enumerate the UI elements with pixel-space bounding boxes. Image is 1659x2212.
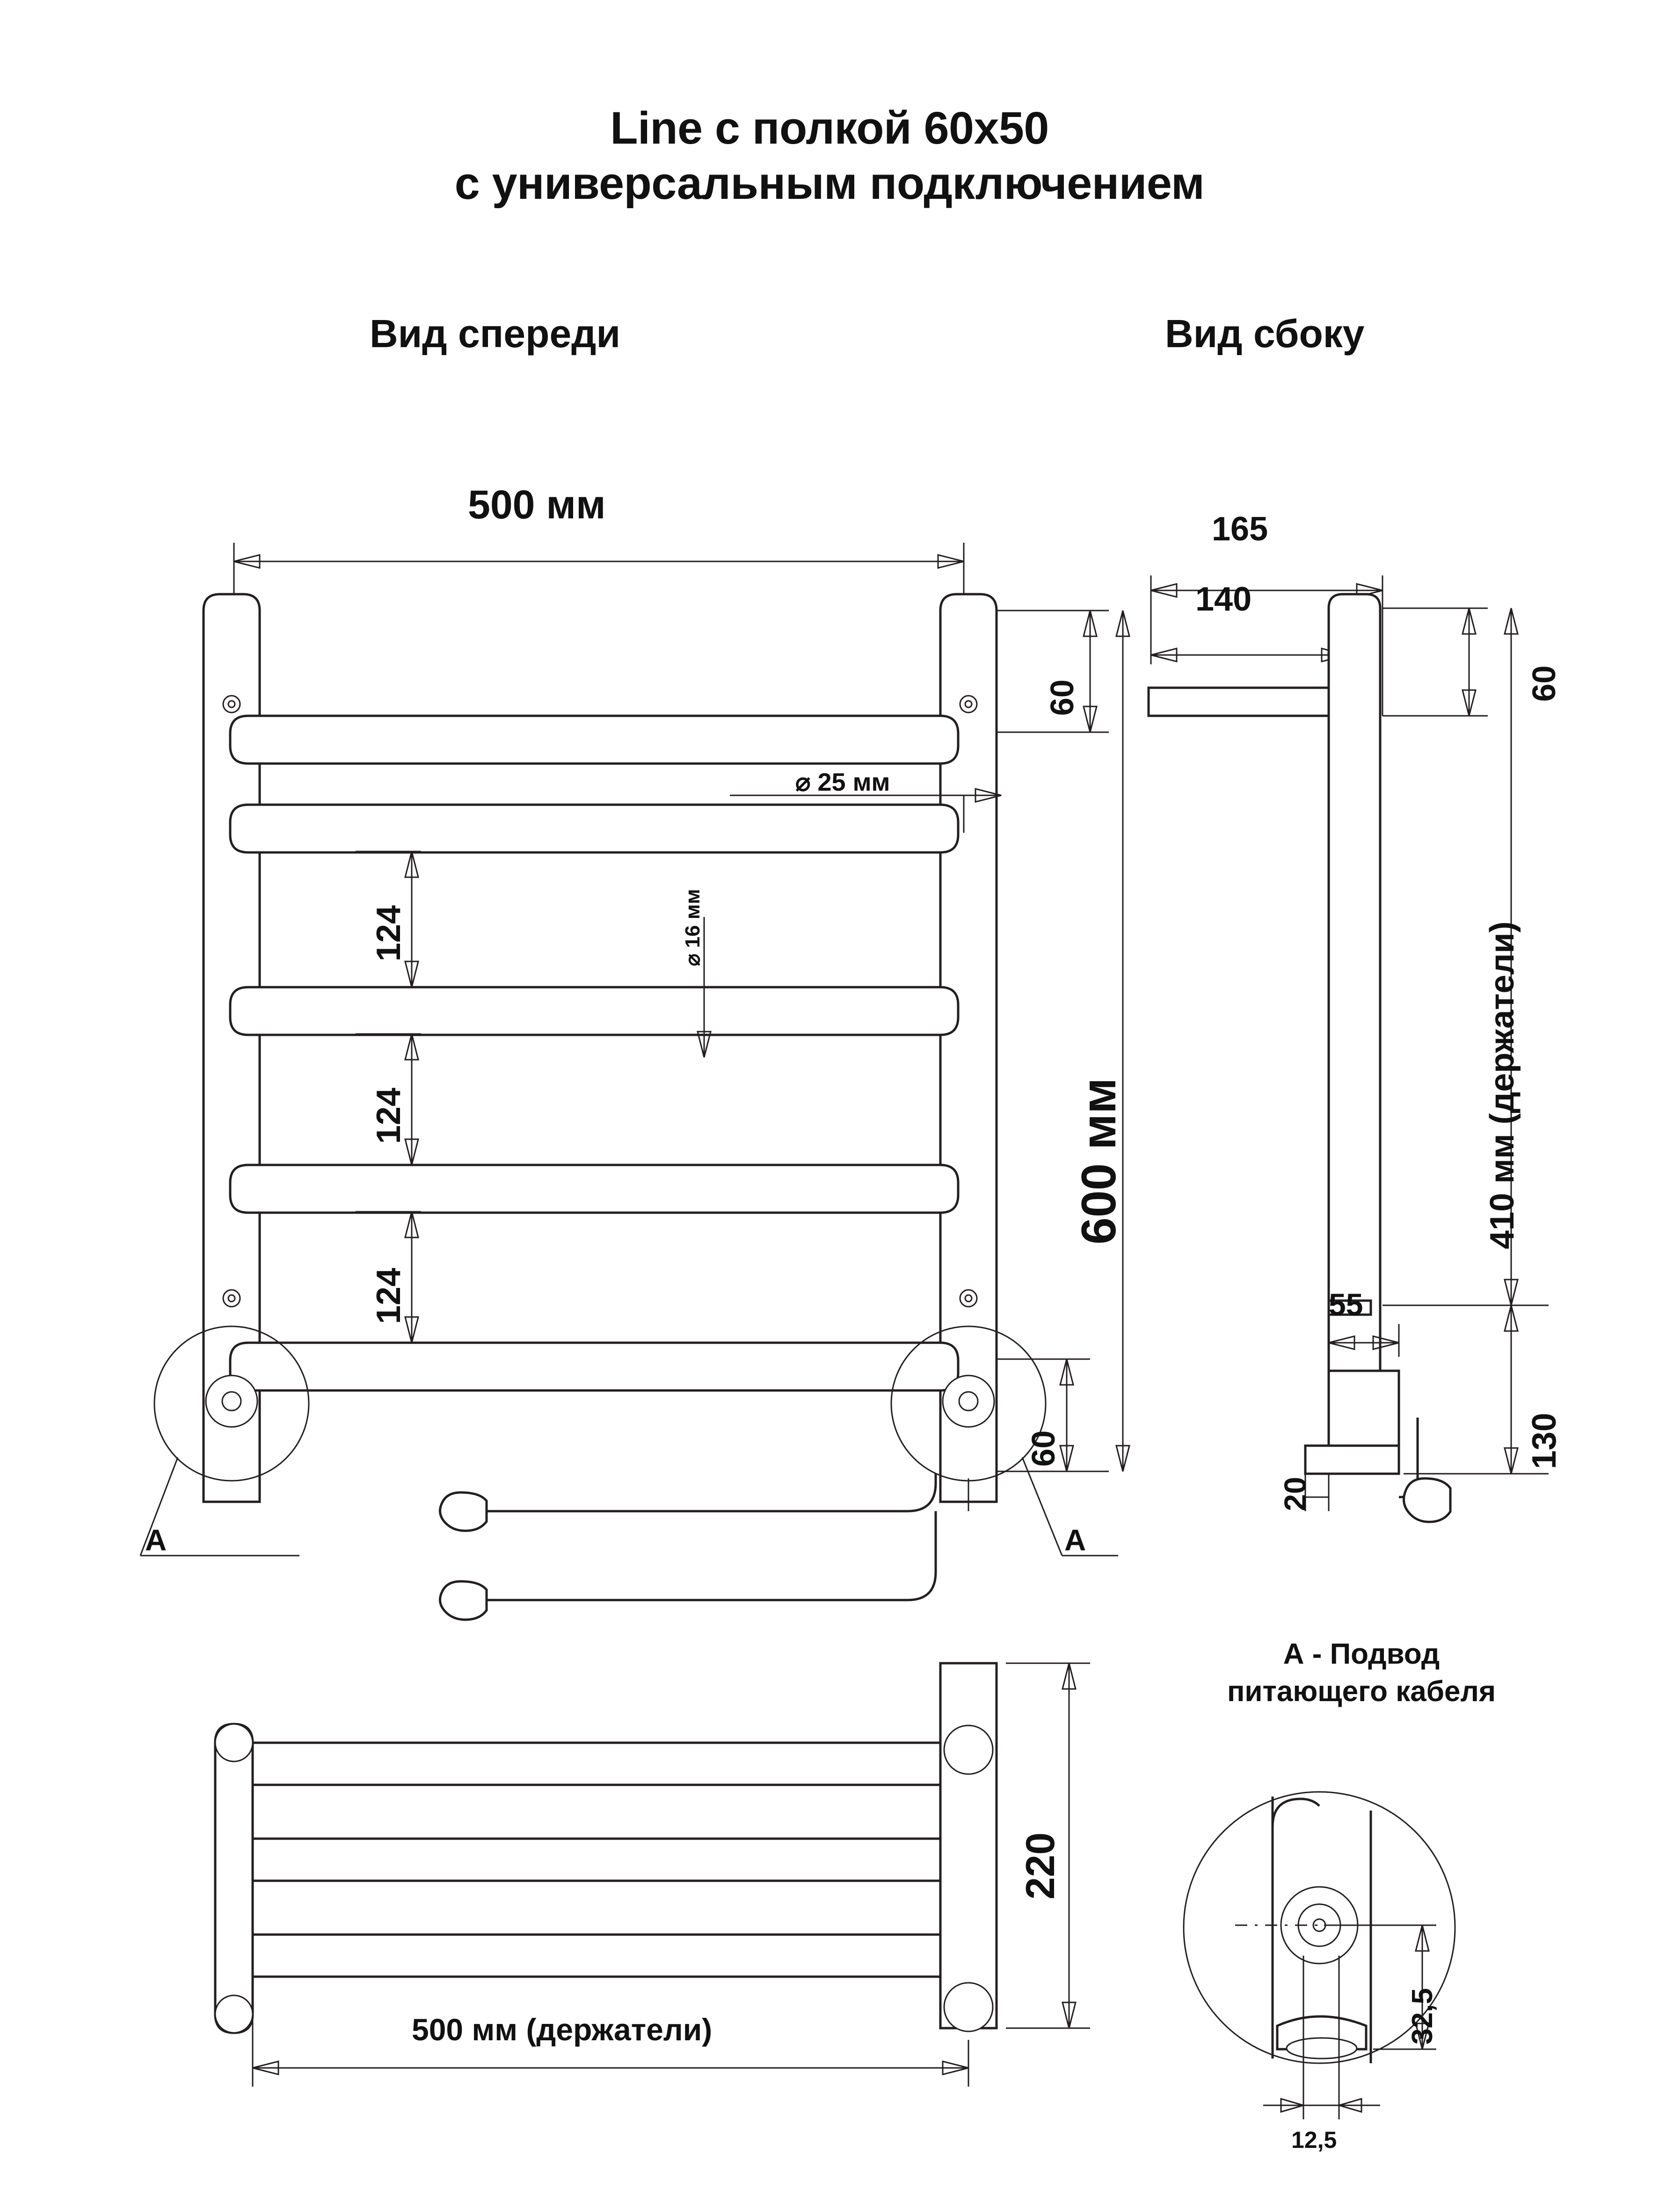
side-view-label: Вид сбоку (1165, 312, 1365, 356)
dim-front-height: 600 мм (1072, 1077, 1126, 1244)
dim-detail-hole-dia: 12,5 (1291, 2127, 1337, 2153)
detail-caption-line-1: А - Подвод (1283, 1638, 1440, 1670)
section-marker-left-a: А (145, 1523, 167, 1557)
dim-front-width: 500 мм (468, 482, 606, 527)
dim-tube-dia-16: ⌀ 16 мм (681, 889, 704, 966)
title-line-2: с универсальным подключением (454, 158, 1205, 209)
dim-side-depth-total: 165 (1212, 510, 1268, 548)
dim-front-spacing-3: 124 (370, 1267, 407, 1324)
dim-front-top-offset: 60 (1044, 679, 1080, 716)
dim-side-holders-height: 410 мм (держатели) (1484, 921, 1521, 1249)
dim-front-spacing-1: 124 (370, 905, 407, 961)
detail-caption-line-2: питающего кабеля (1227, 1675, 1496, 1708)
front-view-label: Вид спереди (370, 312, 621, 356)
front-view-geometry (140, 543, 1129, 1620)
dim-tube-dia-25: ⌀ 25 мм (795, 768, 890, 796)
dim-side-top-offset: 60 (1526, 665, 1562, 702)
dim-side-foot-offset: 20 (1278, 1477, 1312, 1511)
dim-front-spacing-2: 124 (370, 1087, 407, 1144)
dim-bottom-holders-width: 500 мм (держатели) (412, 2012, 713, 2047)
dim-side-bottom-block: 130 (1526, 1412, 1563, 1469)
detail-a-geometry (1184, 1792, 1455, 2119)
dim-side-bracket-depth: 55 (1329, 1287, 1363, 1322)
dim-bottom-shelf-depth: 220 (1018, 1832, 1063, 1899)
dim-detail-center-offset: 32,5 (1406, 1988, 1439, 2045)
dim-side-depth-shelf: 140 (1195, 581, 1252, 618)
section-marker-right-a: А (1064, 1523, 1086, 1557)
title-line-1: Line с полкой 60х50 (610, 102, 1049, 153)
dim-front-bottom-offset: 60 (1025, 1430, 1062, 1467)
